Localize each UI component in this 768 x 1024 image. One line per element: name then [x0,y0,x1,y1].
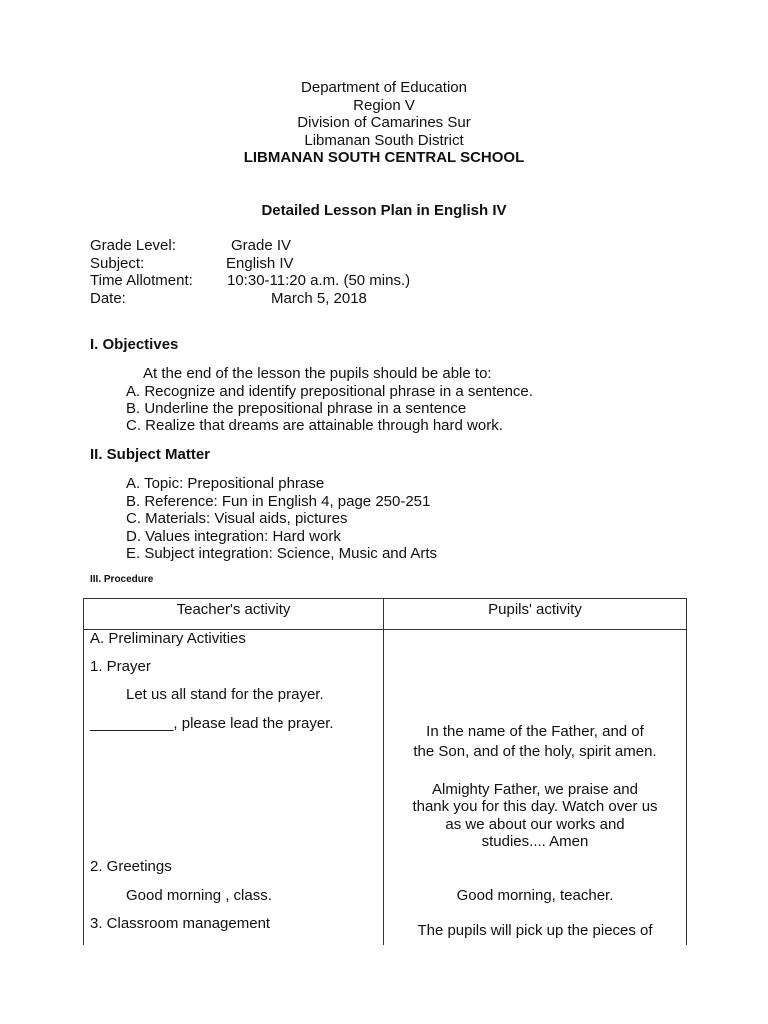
header-division: Division of Camarines Sur [297,114,471,132]
pupils-classroom-reply: The pupils will pick up the pieces of [417,922,653,939]
subject-value: English IV [226,255,294,272]
procedure-heading: III. Procedure [90,574,154,585]
header-district: Libmanan South District [304,131,464,149]
pupils-prayer-line: Almighty Father, we praise and [432,781,638,798]
subject-matter-item: D. Values integration: Hard work [126,528,341,545]
subject-matter-item: E. Subject integration: Science, Music and Arts [126,545,437,562]
subject-matter-item: A. Topic: Prepositional phrase [126,475,325,492]
document-header [0,79,768,167]
pupils-greeting-reply: Good morning, teacher. [456,887,614,904]
pupils-prayer-line: the Son, and of the holy, spirit amen. [413,743,657,760]
objective-item: A. Recognize and identify prepositional phrase in a sentence. [126,383,533,400]
column-header-pupils: Pupils' activity [488,601,582,618]
pupils-prayer-line: thank you for this day. Watch over us [412,798,658,815]
grade-level-value: Grade IV [231,237,292,254]
greetings-heading: 2. Greetings [90,858,172,875]
header-department: Department of Education [301,79,467,96]
procedure-table [83,598,687,945]
pupils-prayer-line: studies.... Amen [481,833,589,850]
pupils-prayer-line: In the name of the Father, and of [426,723,644,740]
header-school: LIBMANAN SOUTH CENTRAL SCHOOL [243,149,525,167]
date-label: Date: [90,290,126,307]
subject-label: Subject: [90,255,145,272]
subject-matter-item: B. Reference: Fun in English 4, page 250-251 [126,493,431,510]
grade-level-label: Grade Level: [90,237,176,254]
pupils-prayer-line: as we about our works and [445,816,625,833]
prayer-leader-prompt: __________, please lead the prayer. [90,715,334,732]
date-value: March 5, 2018 [271,290,367,307]
prayer-instruction: Let us all stand for the prayer. [126,686,324,703]
column-header-teacher: Teacher's activity [176,601,291,618]
teacher-greeting: Good morning , class. [126,887,272,904]
time-allotment-label: Time Allotment: [90,272,193,289]
objectives-heading: I. Objectives [90,336,179,353]
classroom-management-heading: 3. Classroom management [90,915,271,932]
time-allotment-value: 10:30-11:20 a.m. (50 mins.) [227,272,411,289]
preliminary-activities: A. Preliminary Activities [90,630,246,647]
objective-item: C. Realize that dreams are attainable through hard work. [126,417,503,434]
prayer-heading: 1. Prayer [90,658,151,675]
header-region: Region V [353,96,415,114]
subject-matter-item: C. Materials: Visual aids, pictures [126,510,348,527]
objectives-intro: At the end of the lesson the pupils should be able to: [143,365,492,382]
page-title: Detailed Lesson Plan in English IV [261,202,507,219]
objective-item: B. Underline the prepositional phrase in a sentence [126,400,467,417]
subject-matter-heading: II. Subject Matter [90,446,211,463]
